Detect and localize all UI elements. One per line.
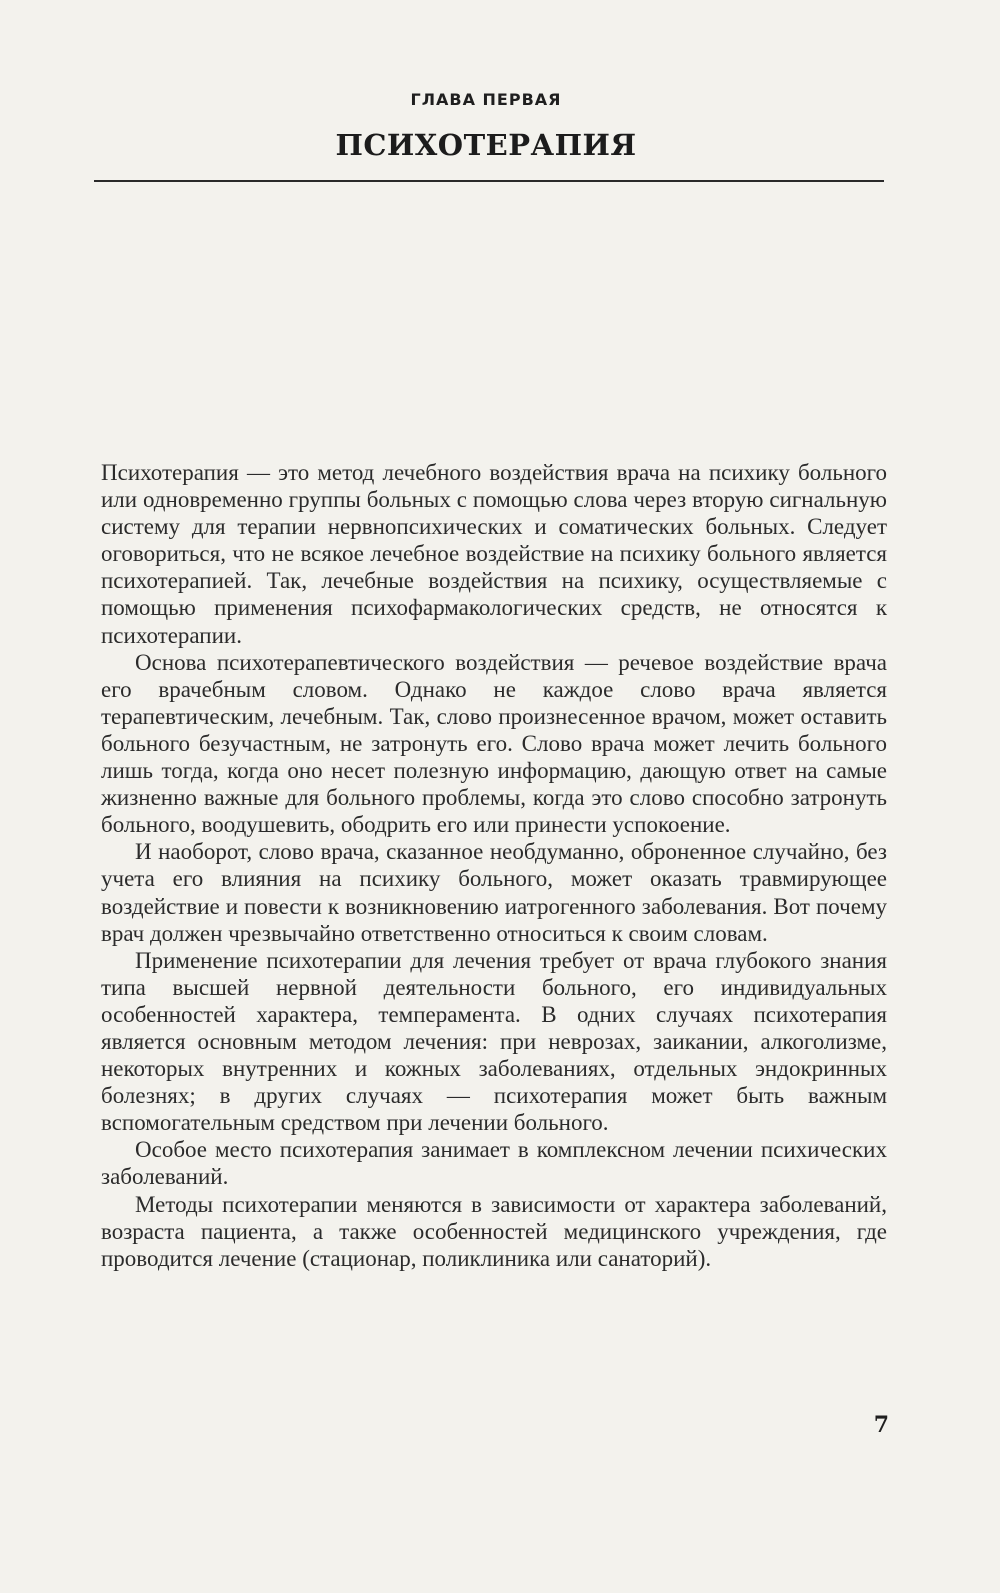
paragraph-6: Методы психотерапии меняются в зависимости от характера заболеваний, возраста пациента, а также особенностей медицинского учреждения, где проводится лечение (стационар, поликлиника или санаторий). [101,1191,887,1271]
page-number: 7 [873,1412,889,1438]
paragraph-3: И наоборот, слово врача, сказанное необдуманно, оброненное случайно, без учета его влияния на психику больного, может оказать травмирующее воздействие и повести к возникновению иатрогенного заболевания. Вот почему врач должен чрезвычайно ответственно относиться к своим словам. [101,839,887,946]
paragraph-4: Применение психотерапии для лечения требует от врача глубокого знания типа высшей нервной деятельности больного, его индивидуальных особенностей характера, темперамента. В одних случаях психотерапия является основным методом лечения: при неврозах, заикании, алкоголизме, некоторых внутренних и кожных заболеваниях, отдельных эндокринных болезнях; в других случаях — психотерапия может быть важным вспомогательным средством при лечении больного. [101,947,887,1136]
title-divider [94,180,884,182]
chapter-label: ГЛАВА ПЕРВАЯ [410,90,562,109]
chapter-title: ПСИХОТЕРАПИЯ [335,128,637,162]
paragraph-5: Особое место психотерапия занимает в комплексном лечении психических заболеваний. [101,1137,887,1190]
paragraph-1: Психотерапия — это метод лечебного воздействия врача на психику больного или одновременно группы больных с помощью слова через вторую сигнальную систему для терапии нервнопсихических и соматических больных. Следует оговориться, что не всякое лечебное воздействие на психику больного является психотерапией. Так, лечебные воздействия на психику, осуществляемые с помощью применения психофармакологических средств, не относятся к психотерапии. [101,460,887,648]
chapter-body [101,459,887,1272]
paragraph-2: Основа психотерапевтического воздействия — речевое воздействие врача его врачебным словом. Однако не каждое слово врача является терапевтическим, лечебным. Так, слово произнесенное врачом, может оставить больного безучастным, не затронуть его. Слово врача может лечить больного лишь тогда, когда оно несет полезную информацию, дающую ответ на самые жизненно важные для больного проблемы, когда это слово способно затронуть больного, воодушевить, ободрить его или принести успокоение. [101,649,887,838]
